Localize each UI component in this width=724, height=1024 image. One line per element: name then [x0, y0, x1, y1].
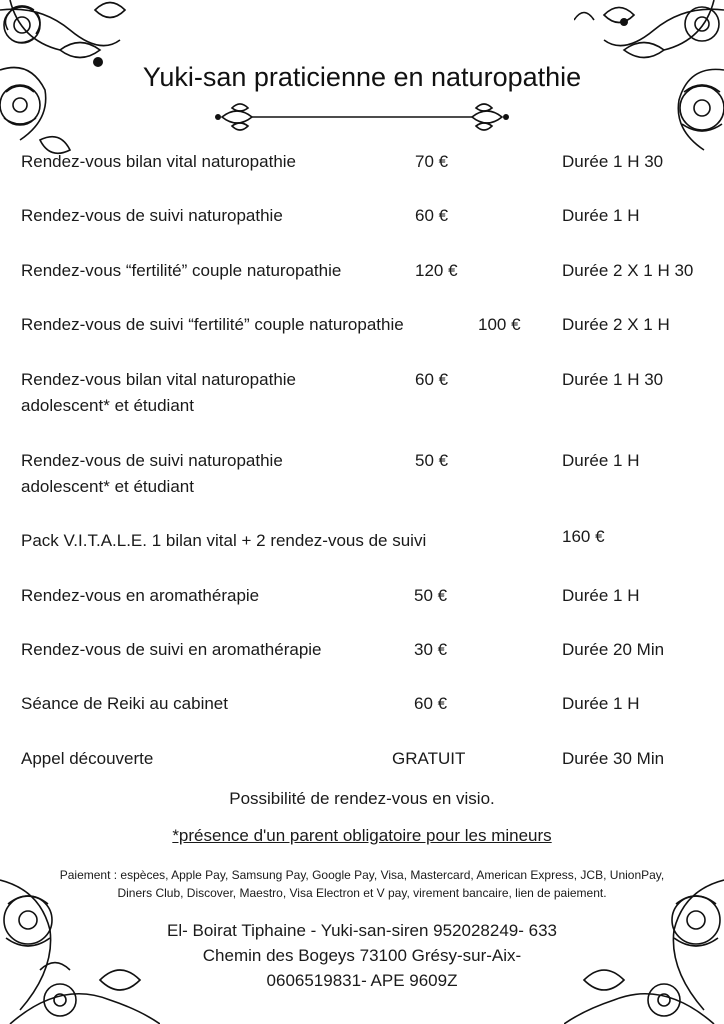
service-name-line: adolescent* et étudiant [21, 477, 194, 496]
service-price: 100 € [478, 315, 521, 334]
service-duration: Durée 1 H [562, 586, 640, 605]
service-duration: Durée 2 X 1 H 30 [562, 261, 694, 280]
service-price: GRATUIT [392, 749, 466, 768]
payment-methods [0, 866, 724, 902]
service-name-line: Rendez-vous de suivi naturopathie [21, 451, 283, 470]
service-price: 60 € [415, 370, 449, 389]
service-price: 60 € [414, 694, 448, 713]
service-price: 70 € [415, 152, 449, 171]
minors-note: *présence d'un parent obligatoire pour les mineurs [172, 826, 552, 845]
service-name [21, 367, 296, 419]
footer-line: 0606519831- APE 9609Z [266, 971, 458, 990]
service-name: Rendez-vous de suivi “fertilité” couple naturopathie [21, 315, 404, 334]
service-name: Appel découverte [21, 749, 154, 768]
service-price: 160 € [562, 527, 605, 546]
service-name: Rendez-vous “fertilité” couple naturopathie [21, 261, 342, 280]
service-price: 120 € [415, 261, 458, 280]
visio-note: Possibilité de rendez-vous en visio. [229, 789, 495, 808]
service-duration: Durée 1 H [562, 206, 640, 225]
payment-line: Diners Club, Discover, Maestro, Visa Electron et V pay, virement bancaire, lien de paiement. [117, 886, 607, 900]
service-price: 50 € [415, 451, 449, 470]
footer-address [0, 918, 724, 993]
service-duration: Durée 20 Min [562, 640, 665, 659]
payment-line: Paiement : espèces, Apple Pay, Samsung Pay, Google Pay, Visa, Mastercard, American Express, JCB, UnionPay, [59, 868, 665, 882]
service-name: Rendez-vous de suivi en aromathérapie [21, 640, 322, 659]
service-duration: Durée 30 Min [562, 749, 665, 768]
service-duration: Durée 2 X 1 H [562, 315, 670, 334]
footer-line: El- Boirat Tiphaine - Yuki-san-siren 952028249- 633 [167, 921, 557, 940]
service-name: Rendez-vous bilan vital naturopathie [21, 152, 297, 171]
footer-line: Chemin des Bogeys 73100 Grésy-sur-Aix- [202, 946, 522, 965]
service-price: 50 € [414, 586, 448, 605]
service-price: 60 € [415, 206, 449, 225]
service-duration: Durée 1 H 30 [562, 152, 664, 171]
service-price: 30 € [414, 640, 448, 659]
service-name: Rendez-vous en aromathérapie [21, 586, 260, 605]
service-duration: Durée 1 H 30 [562, 370, 664, 389]
service-name: Rendez-vous de suivi naturopathie [21, 206, 283, 225]
page-title: Yuki-san praticienne en naturopathie [142, 62, 582, 92]
service-name-line: Rendez-vous bilan vital naturopathie [21, 370, 297, 389]
service-name: Pack V.I.T.A.L.E. 1 bilan vital + 2 rendez-vous de suivi [21, 531, 427, 550]
service-duration: Durée 1 H [562, 451, 640, 470]
service-duration: Durée 1 H [562, 694, 640, 713]
service-name [21, 448, 283, 500]
service-name-line: adolescent* et étudiant [21, 396, 194, 415]
floral-divider-icon [212, 100, 512, 134]
service-name: Séance de Reiki au cabinet [21, 694, 228, 713]
